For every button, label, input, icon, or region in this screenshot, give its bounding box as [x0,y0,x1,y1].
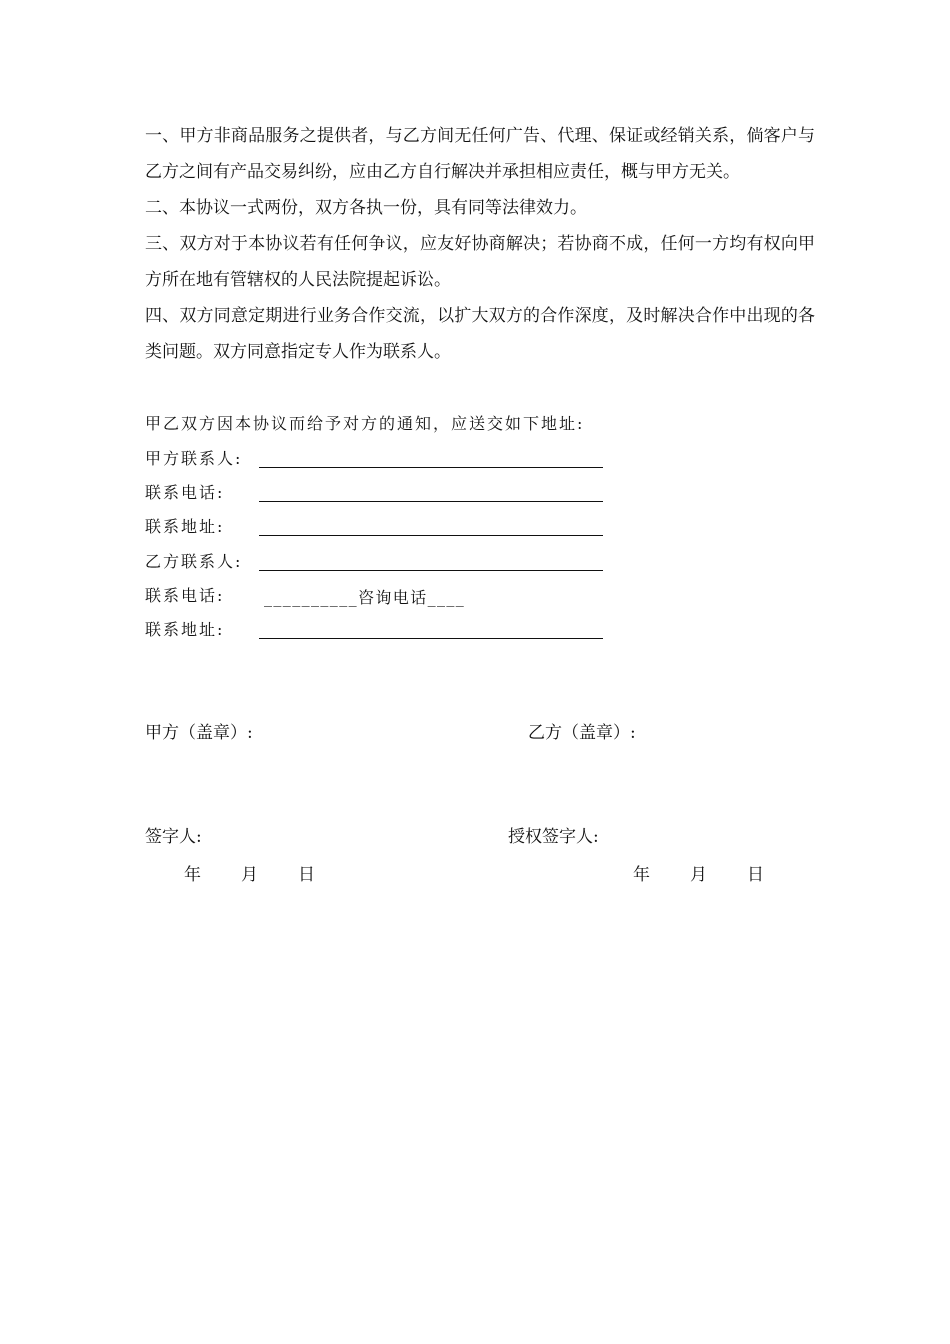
party-b-date-year: 年 [633,865,650,885]
clauses-block [145,118,815,370]
party-a-address-line[interactable] [259,535,603,536]
clause-2: 二、本协议一式两份，双方各执一份，具有同等法律效力。 [145,198,587,218]
party-a-signer-label: 签字人: [145,827,202,847]
party-a-date-day: 日 [298,865,315,885]
party-a-seal-label: 甲方（盖章）: [145,723,253,743]
party-a-contact-label: 甲方联系人: [145,449,243,468]
party-a-date-year: 年 [184,865,201,885]
party-b-signer-label: 授权签字人: [508,827,599,847]
party-a-phone-label: 联系电话: [145,483,225,502]
party-b-date-day: 日 [747,865,764,885]
party-b-phone-value[interactable]: __________咨询电话____ [264,588,466,607]
party-a-phone-line[interactable] [259,501,603,502]
party-b-contact-label: 乙方联系人: [145,552,243,571]
notice-text: 甲乙双方因本协议而给予对方的通知，应送交如下地址: [145,414,585,433]
clause-3: 三、双方对于本协议若有任何争议，应友好协商解决；若协商不成，任何一方均有权向甲方所在地有管辖权的人民法院提起诉讼。 [145,234,815,290]
party-a-contact-line[interactable] [259,467,603,468]
party-b-date-month: 月 [690,865,707,885]
party-b-phone-label: 联系电话: [145,586,225,605]
party-a-address-label: 联系地址: [145,517,225,536]
party-a-date-month: 月 [241,865,258,885]
clause-1: 一、甲方非商品服务之提供者，与乙方间无任何广告、代理、保证或经销关系，倘客户与乙方之间有产品交易纠纷，应由乙方自行解决并承担相应责任，概与甲方无关。 [145,126,815,182]
party-b-contact-line[interactable] [259,570,603,571]
clause-4: 四、双方同意定期进行业务合作交流，以扩大双方的合作深度，及时解决合作中出现的各类问题。双方同意指定专人作为联系人。 [145,306,815,362]
party-b-address-label: 联系地址: [145,620,225,639]
party-b-seal-label: 乙方（盖章）: [528,723,636,743]
party-b-address-line[interactable] [259,638,603,639]
